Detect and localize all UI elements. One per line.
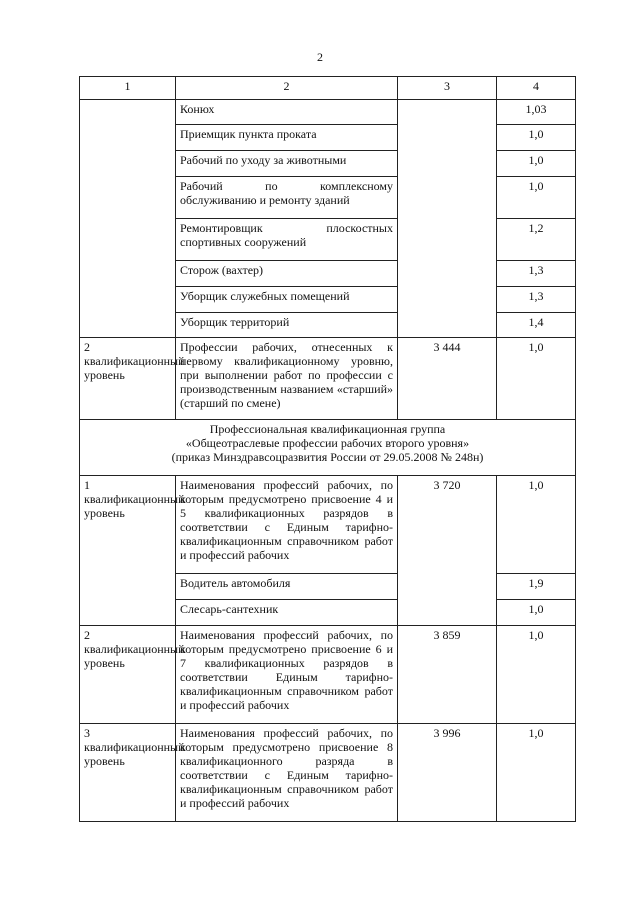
profession-name: Приемщик пункта проката: [176, 125, 398, 151]
profession-name: Уборщик территорий: [176, 313, 398, 338]
coefficient: 1,0: [497, 476, 576, 574]
group-header: [80, 420, 576, 476]
group-header-row: [80, 420, 576, 476]
profession-name: Слесарь-сантехник: [176, 600, 398, 626]
profession-description: Наименования профессий рабочих, по которым предусмотрено присвоение 4 и 5 квалификационных разрядов в соответствии с Единым тарифно-квалификационным справочником работ и профессий рабочих: [176, 476, 398, 574]
coefficient: 1,0: [497, 125, 576, 151]
table-row: [80, 626, 576, 724]
coefficient: 1,2: [497, 219, 576, 261]
profession-description: Наименования профессий рабочих, по которым предусмотрено присвоение 6 и 7 квалификационных разрядов в соответствии Единым тарифно-квалификационным справочником работ и профессий рабочих: [176, 626, 398, 724]
salary: 3 444: [398, 338, 497, 420]
profession-name: Сторож (вахтер): [176, 261, 398, 287]
group-order: (приказ Минздравсоцразвития России от 29.05.2008 № 248н): [171, 450, 484, 464]
header-col-1: 1: [80, 77, 176, 100]
qualification-level: 1 квалификационный уровень: [80, 476, 176, 626]
table-row: [80, 476, 576, 574]
coefficient: 1,0: [497, 724, 576, 822]
salary: 3 720: [398, 476, 497, 626]
coefficient: 1,0: [497, 626, 576, 724]
coefficient: 1,03: [497, 100, 576, 125]
table-row: [80, 100, 576, 125]
profession-name: Рабочий по уходу за животными: [176, 151, 398, 177]
header-col-4: 4: [497, 77, 576, 100]
header-col-3: 3: [398, 77, 497, 100]
profession-description: Профессии рабочих, отнесенных к первому квалификационному уровню, при выполнении работ по профессии с производственным названием «старший» (старший по смене): [176, 338, 398, 420]
profession-name: Уборщик служебных помещений: [176, 287, 398, 313]
coefficient: 1,9: [497, 574, 576, 600]
salary: 3 859: [398, 626, 497, 724]
table-row: [80, 724, 576, 822]
qualification-level: 2 квалификационный уровень: [80, 626, 176, 724]
header-col-2: 2: [176, 77, 398, 100]
group-subtitle: «Общеотраслевые профессии рабочих второго уровня»: [185, 436, 470, 450]
qualification-level: 2 квалификационный уровень: [80, 338, 176, 420]
profession-description: Наименования профессий рабочих, по которым предусмотрено присвоение 8 квалификационного разряда в соответствии с Единым тарифно-квалификационным справочником работ и профессий рабочих: [176, 724, 398, 822]
coefficient: 1,3: [497, 287, 576, 313]
group-title: Профессиональная квалификационная группа: [209, 422, 446, 436]
coefficient: 1,0: [497, 338, 576, 420]
coefficient: 1,3: [497, 261, 576, 287]
salary-cell-empty: [398, 100, 497, 338]
profession-name: Рабочий по комплексному обслуживанию и ремонту зданий: [176, 177, 398, 219]
page-number: 2: [317, 50, 323, 64]
table-row: [80, 338, 576, 420]
coefficient: 1,0: [497, 600, 576, 626]
header-row: [80, 77, 576, 100]
profession-name: Конюх: [176, 100, 398, 125]
salary: 3 996: [398, 724, 497, 822]
level-cell-empty: [80, 100, 176, 338]
profession-name: Водитель автомобиля: [176, 574, 398, 600]
salary-table: [79, 76, 576, 822]
profession-name: Ремонтировщик плоскостных спортивных сооружений: [176, 219, 398, 261]
coefficient: 1,4: [497, 313, 576, 338]
coefficient: 1,0: [497, 177, 576, 219]
qualification-level: 3 квалификационный уровень: [80, 724, 176, 822]
coefficient: 1,0: [497, 151, 576, 177]
